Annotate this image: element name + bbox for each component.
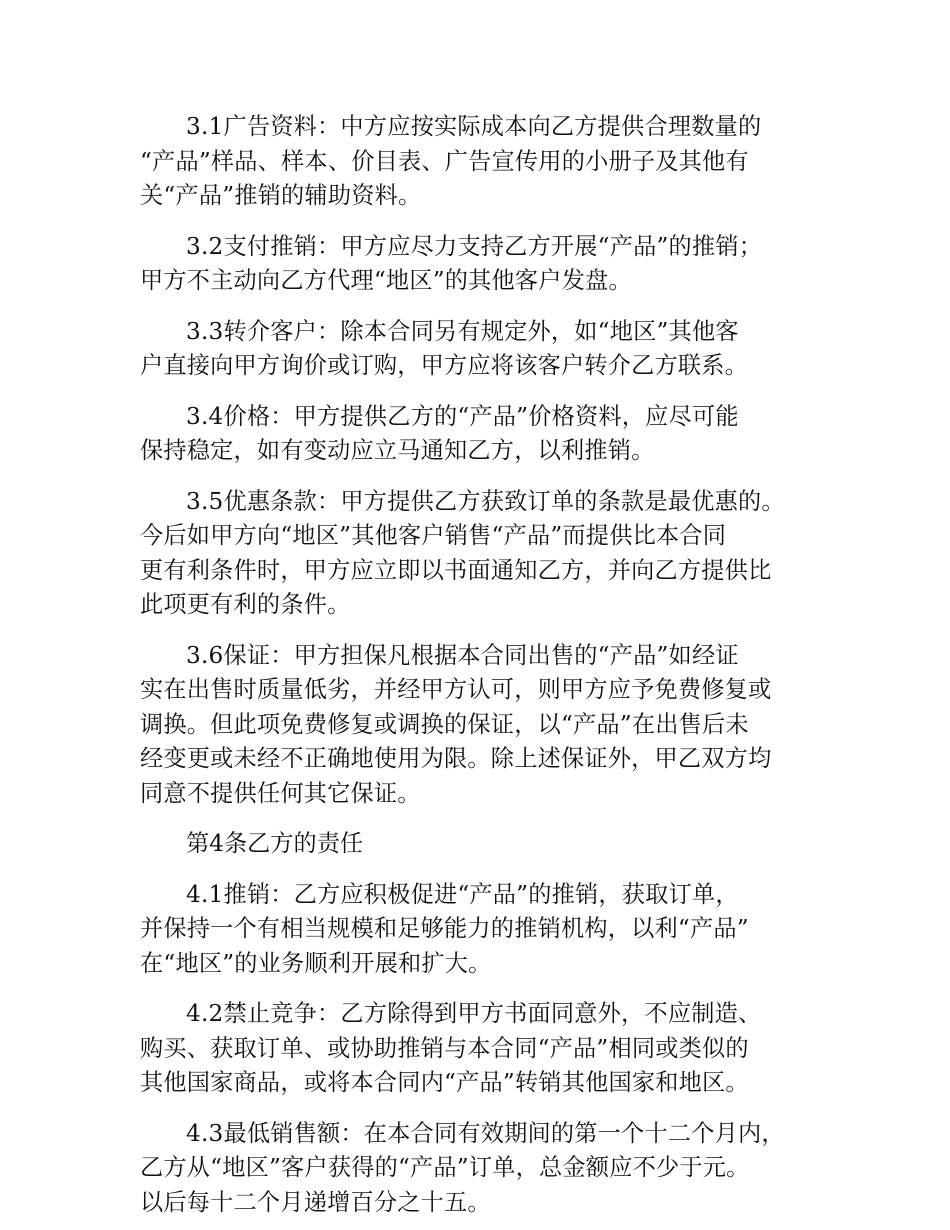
clause-3-3 bbox=[140, 315, 840, 384]
clause-4-1 bbox=[140, 878, 840, 982]
clause-line: 3.6保证：甲方担保凡根据本合同出售的“产品”如经证 bbox=[186, 641, 739, 669]
clause-line: 3.1广告资料：中方应按实际成本向乙方提供合理数量的 bbox=[186, 113, 762, 140]
clause-line: 户直接向甲方询价或订购，甲方应将该客户转介乙方联系。 bbox=[140, 352, 749, 379]
clause-line: 购买、获取订单、或协助推销与本合同“产品”相同或类似的 bbox=[140, 1034, 749, 1062]
clause-line: 经变更或未经不正确地使用为限。除上述保证外，甲乙双方均 bbox=[140, 745, 772, 772]
clause-line: 此项更有利的条件。 bbox=[140, 591, 351, 618]
clause-line: 乙方从“地区”客户获得的“产品”订单，总金额应不少于元。 bbox=[140, 1154, 750, 1181]
clause-line: 调换。但此项免费修复或调换的保证，以“产品”在出售后未 bbox=[140, 710, 749, 738]
clause-line: 4.2禁止竞争：乙方除得到甲方书面同意外，不应制造、 bbox=[186, 1000, 762, 1027]
clause-line: 3.2支付推销：甲方应尽力支持乙方开展“产品”的推销； bbox=[186, 232, 763, 260]
clause-line: 同意不提供任何其它保证。 bbox=[140, 779, 421, 807]
clause-line: 4.1推销：乙方应积极促进“产品”的推销，获取订单， bbox=[186, 880, 739, 908]
clause-line: 其他国家商品，或将本合同内“产品”转销其他国家和地区。 bbox=[140, 1069, 749, 1096]
clause-4-3 bbox=[140, 1117, 840, 1221]
clause-line: 以后每十二个月递增百分之十五。 bbox=[140, 1188, 491, 1216]
clause-line: 在“地区”的业务顺利开展和扩大。 bbox=[140, 949, 492, 977]
clause-line: 关“产品”推销的辅助资料。 bbox=[140, 182, 422, 209]
clause-line: 今后如甲方向“地区”其他客户销售“产品”而提供比本合同 bbox=[140, 522, 727, 549]
clause-line: “产品”样品、样本、价目表、广告宣传用的小册子及其他有 bbox=[140, 147, 749, 175]
clause-3-4 bbox=[140, 400, 840, 469]
article-4-heading: 第4条乙方的责任 bbox=[186, 830, 364, 857]
clause-3-6 bbox=[140, 639, 840, 812]
clause-line: 4.3最低销售额：在本合同有效期间的第一个十二个月内， bbox=[186, 1119, 785, 1147]
clause-3-5 bbox=[140, 485, 840, 623]
clause-3-1 bbox=[140, 110, 840, 214]
clause-3-2 bbox=[140, 230, 840, 299]
clause-line: 3.4价格：甲方提供乙方的“产品”价格资料，应尽可能 bbox=[186, 402, 739, 430]
clause-line: 实在出售时质量低劣，并经甲方认可，则甲方应予免费修复或 bbox=[140, 676, 772, 703]
clause-line: 甲方不主动向乙方代理“地区”的其他客户发盘。 bbox=[140, 267, 632, 294]
clause-4-2 bbox=[140, 997, 840, 1101]
clause-line: 3.5优惠条款：甲方提供乙方获致订单的条款是最优惠的。 bbox=[186, 487, 785, 515]
clause-line: 并保持一个有相当规模和足够能力的推销机构，以利“产品” bbox=[140, 915, 749, 942]
clause-line: 更有利条件时，甲方应立即以书面通知乙方，并向乙方提供比 bbox=[140, 556, 772, 584]
clause-line: 保持稳定，如有变动应立马通知乙方，以利推销。 bbox=[140, 437, 655, 464]
clause-line: 3.3转介客户：除本合同另有规定外，如“地区”其他客 bbox=[186, 317, 739, 345]
